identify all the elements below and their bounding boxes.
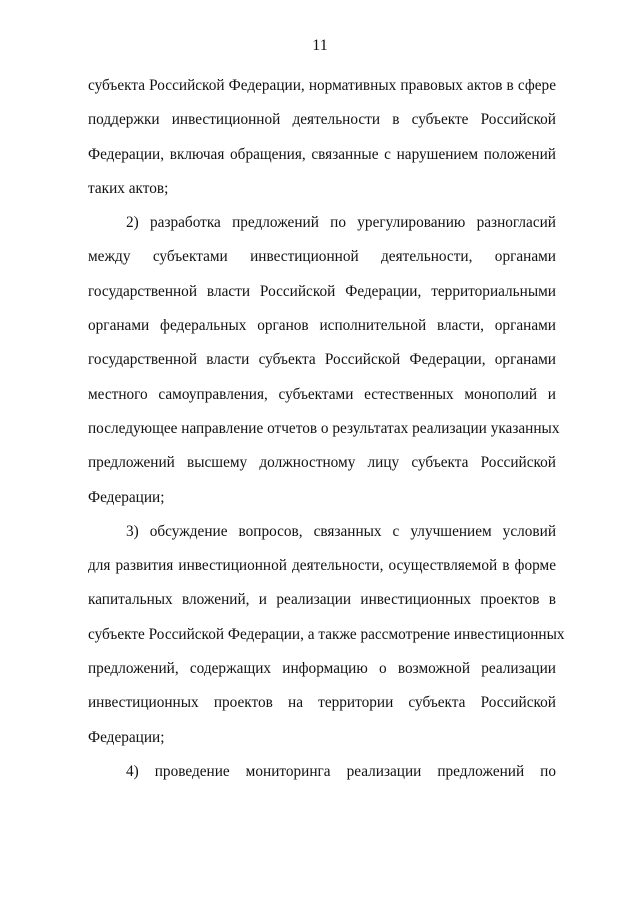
text-line: для развития инвестиционной деятельности, осуществляемой в форме [88, 557, 556, 575]
text-line: поддержки инвестиционной деятельности в субъекте Российской [88, 111, 556, 129]
text-line: субъекте Российской Федерации, а также рассмотрение инвестиционных [88, 625, 565, 643]
text-line: капитальных вложений, и реализации инвестиционных проектов в [88, 591, 556, 609]
text-line: местного самоуправления, субъектами естественных монополий и [88, 385, 556, 403]
text-line: таких актов; [88, 179, 169, 197]
page-number: 11 [312, 37, 328, 54]
text-line: между субъектами инвестиционной деятельности, органами [88, 248, 556, 266]
text-line: предложений, содержащих информацию о возможной реализации [88, 660, 556, 678]
text-line: Федерации, включая обращения, связанные с нарушением положений [88, 145, 556, 163]
text-line: последующее направление отчетов о результатах реализации указанных [88, 419, 560, 437]
text-line: Федерации; [88, 728, 165, 746]
text-line: 2) разработка предложений по урегулированию разногласий [126, 214, 556, 232]
text-line: 3) обсуждение вопросов, связанных с улучшением условий [126, 522, 556, 540]
text-line: государственной власти субъекта Российской Федерации, органами [88, 351, 556, 369]
text-line: инвестиционных проектов на территории субъекта Российской [88, 694, 556, 712]
text-line: органами федеральных органов исполнительной власти, органами [88, 317, 556, 335]
text-line: государственной власти Российской Федерации, территориальными [88, 282, 556, 300]
body-text [88, 73, 565, 793]
text-line: предложений высшему должностному лицу субъекта Российской [88, 454, 556, 472]
text-line: Федерации; [88, 488, 165, 506]
text-line: 4) проведение мониторинга реализации предложений по [126, 762, 556, 780]
text-line: субъекта Российской Федерации, нормативных правовых актов в сфере [88, 77, 556, 94]
